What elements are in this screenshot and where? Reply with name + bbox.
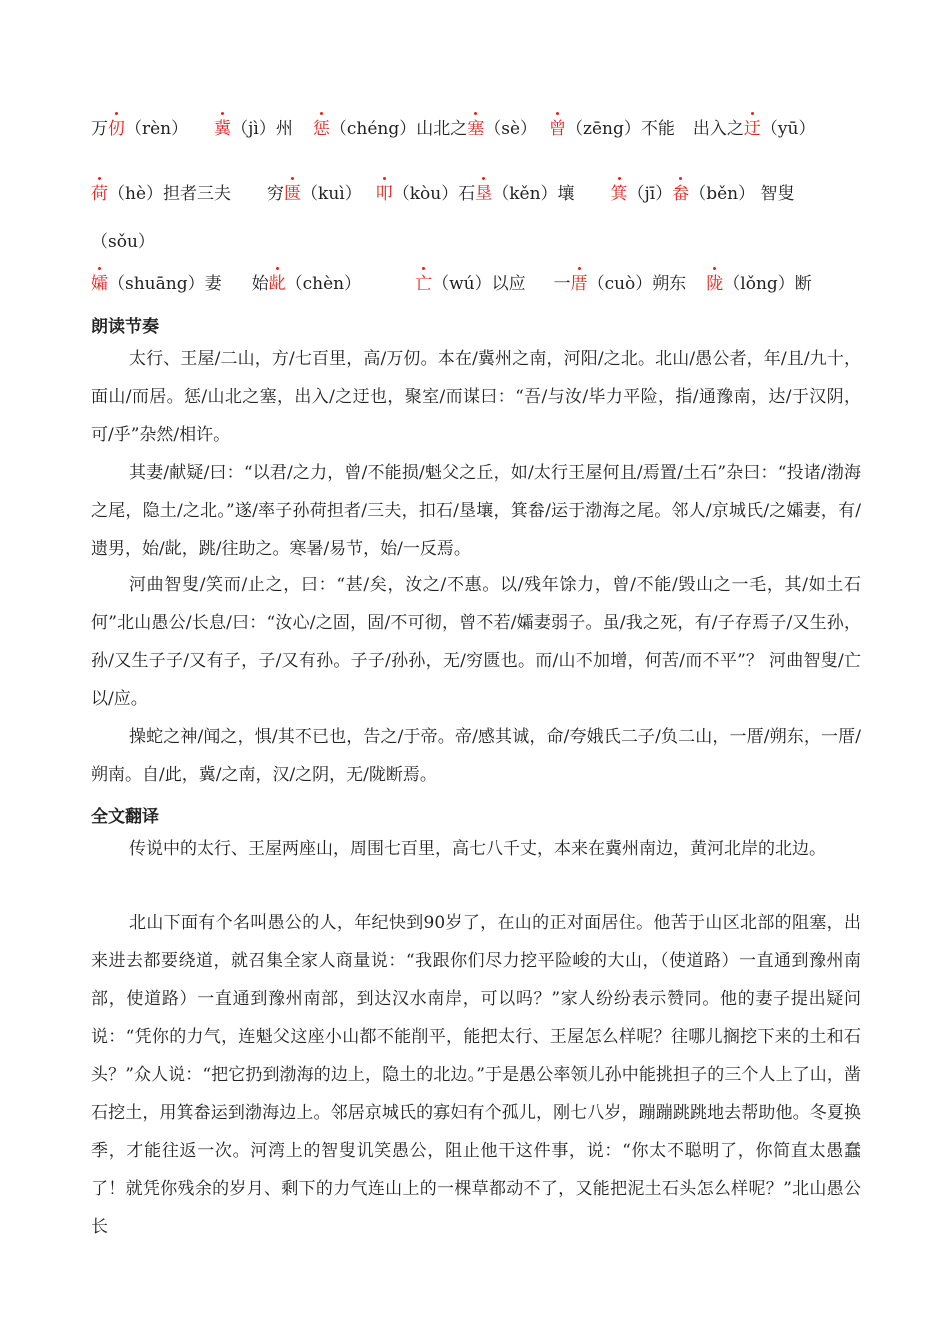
section-heading-translation: 全文翻译 (91, 807, 159, 827)
vocab-line-3 (91, 276, 812, 293)
vocab-line-1 (91, 121, 815, 138)
vocab-pre: 万 (91, 119, 108, 139)
vocab-post: （kòu）石 (392, 184, 476, 204)
vocab-post: （rèn） (125, 119, 189, 139)
reading-paragraph-1: 太行、王屋/二山，方/七百里，高/万仞。本在/冀州之南，河阳/之北。北山/愚公者，年/且/九十，面山/而居。惩/山北之塞，出入/之迂也，聚室/而谋曰：“吾/与汝/毕力平险，指/通豫南，达/于汉阴，可/乎”杂然/相许。 (91, 349, 861, 445)
vocab-word: 箕 (610, 184, 628, 204)
vocab-item (611, 184, 673, 204)
vocab-post: （hè）担者三夫 (108, 184, 232, 204)
vocab-line-2-cont (91, 234, 155, 251)
vocab-item (672, 184, 794, 204)
vocab-word: 陇 (706, 274, 724, 294)
vocab-post: （běn） 智叟 (689, 184, 795, 204)
vocab-item (214, 119, 293, 139)
vocab-word: 畚 (672, 184, 690, 204)
vocab-item (554, 274, 687, 294)
vocab-item (376, 184, 476, 204)
vocab-word: 孀 (91, 274, 108, 294)
vocab-word: 仞 (108, 119, 125, 139)
vocab-word: 厝 (570, 274, 588, 294)
vocab-item (252, 274, 361, 294)
vocab-item (706, 274, 812, 294)
section-heading-reading: 朗读节奏 (91, 317, 159, 337)
vocab-post: （sè） (484, 119, 538, 139)
vocab-item (415, 274, 526, 294)
vocab-pre: 出入之 (692, 119, 744, 139)
vocab-line-2 (91, 186, 795, 203)
vocab-word: 塞 (467, 119, 485, 139)
vocab-word: 龀 (268, 274, 286, 294)
vocab-word: 垦 (475, 184, 493, 204)
vocab-pre: 穷 (267, 184, 285, 204)
vocab-post: （jī） (627, 184, 673, 204)
vocab-item (91, 274, 222, 294)
vocab-pre: 一 (553, 274, 571, 294)
vocab-item (467, 119, 537, 139)
vocab-post: （kěn）壤 (492, 184, 575, 204)
vocab-word: 匮 (284, 184, 302, 204)
vocab-word: 曾 (549, 119, 567, 139)
vocab-word: 冀 (214, 119, 232, 139)
vocab-word: 亡 (415, 274, 433, 294)
vocab-item (91, 184, 231, 204)
vocab-post: （shuāng）妻 (108, 274, 222, 294)
reading-paragraph-3: 河曲智叟/笑而/止之，曰：“甚/矣，汝之/不惠。以/残年馀力，曾/不能/毁山之一毛，其/如土石何”北山愚公/长息/曰：“汝心/之固，固/不可彻，曾不若/孀妻弱子。虽/我之死，有/子存焉子/又生孙，孙/又生子子/又有子，子/又有孙。子子/孙孙，无/穷匮也。而/山不加增，何苦/而不平”？ 河曲智叟/亡以/应。 (91, 575, 861, 709)
vocab-post: （wú）以应 (432, 274, 526, 294)
vocab-item (549, 119, 675, 139)
vocab-word: 迂 (743, 119, 761, 139)
vocab-post: （jì）州 (231, 119, 293, 139)
vocab-item (91, 119, 188, 139)
translation-paragraph-2: 北山下面有个名叫愚公的人，年纪快到90岁了，在山的正对面居住。他苦于山区北部的阻塞，出来进去都要绕道，就召集全家人商量说：“我跟你们尽力挖平险峻的大山，（使道路）一直通到豫州南部，使道路）一直通到豫州南部，到达汉水南岸，可以吗？”家人纷纷表示赞同。他的妻子提出疑问说：“凭你的力气，连魁父这座小山都不能削平，能把太行、王屋怎么样呢？往哪儿搁挖下来的土和石头？”众人说：“把它扔到渤海的边上，隐土的北边。”于是愚公率领儿孙中能挑担子的三个人上了山，凿石挖土，用箕畚运到渤海边上。邻居京城氏的寡妇有个孤儿，刚七八岁，蹦蹦跳跳地去帮助他。冬夏换季，才能往返一次。河湾上的智叟讥笑愚公，阻止他干这件事，说：“你太不聪明了，你简直太愚蠢了！就凭你残余的岁月、剩下的力气连山上的一棵草都动不了，又能把泥土石头怎么样呢？”北山愚公长 (91, 913, 861, 1237)
vocab-post: （kuì） (301, 184, 362, 204)
reading-paragraph-4: 操蛇之神/闻之，惧/其不已也，告之/于帝。帝/感其诚，命/夸娥氏二子/负二山，一厝/朔东，一厝/朔南。自/此，冀/之南，汉/之阴，无/陇断焉。 (91, 727, 861, 785)
vocab-post: （chèn） (285, 274, 362, 294)
vocab-item (475, 184, 574, 204)
vocab-item (313, 119, 467, 139)
vocab-word: 惩 (312, 119, 330, 139)
vocab-item (693, 119, 816, 139)
reading-paragraph-2: 其妻/献疑/曰：“以君/之力，曾/不能损/魁父之丘，如/太行王屋何且/焉置/土石”杂曰：“投诸/渤海之尾，隐土/之北。”遂/率子孙荷担者/三夫，扣石/垦壤，箕畚/运于渤海之尾。邻人/京城氏/之孀妻，有/遗男，始/龀，跳/往助之。寒暑/易节，始/一反焉。 (91, 463, 861, 559)
vocab-item (267, 184, 362, 204)
vocab-post: （cuò）朔东 (587, 274, 687, 294)
translation-paragraph-1: 传说中的太行、王屋两座山，周围七百里，高七八千丈，本来在冀州南边，黄河北岸的北边。 (129, 839, 826, 859)
vocab-pre: （sǒu） (91, 232, 155, 252)
vocab-post: （yū） (760, 119, 816, 139)
vocab-word: 叩 (375, 184, 393, 204)
vocab-post: （zēng）不能 (566, 119, 675, 139)
vocab-post: （chéng）山北之 (329, 119, 468, 139)
vocab-post: （lǒng）断 (723, 274, 812, 294)
vocab-word: 荷 (91, 184, 108, 204)
vocab-pre: 始 (251, 274, 269, 294)
